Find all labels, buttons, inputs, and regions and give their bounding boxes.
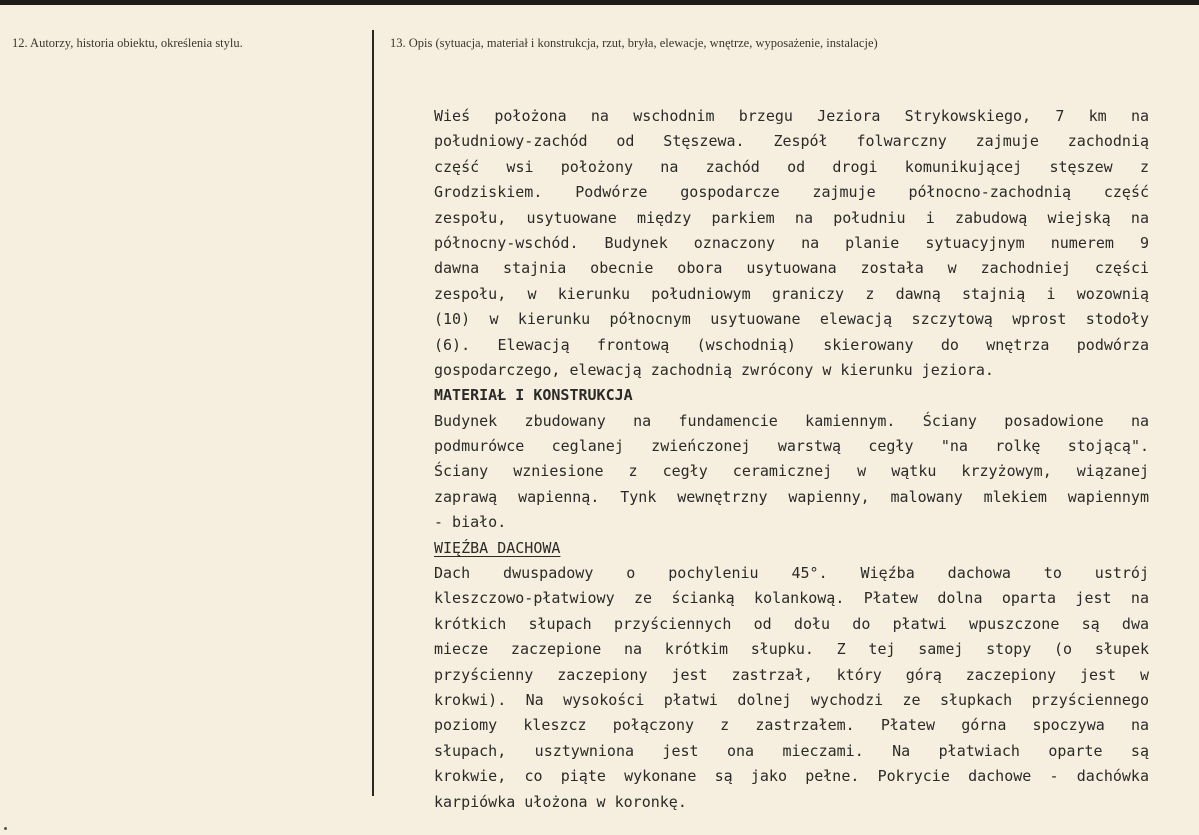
text-line: południowy-zachód od Stęszewa. Zespół folwarczny zajmuje zachodnią xyxy=(434,132,1149,151)
text-line: kleszczowo-płatwiowy ze ścianką kolankową. Płatew dolna oparta jest na xyxy=(434,589,1149,608)
text-line: karpiówka ułożona w koronkę. xyxy=(434,792,687,811)
text-line: poziomy kleszcz połączony z zastrzałem. Płatew górna spoczywa na xyxy=(434,716,1149,735)
text-line: (10) w kierunku północnym usytuowane elewacją szczytową wprost stodoły xyxy=(434,310,1149,329)
text-line: słupach, usztywniona jest ona mieczami. Na płatwiach oparte są xyxy=(434,741,1149,760)
paragraph-situation xyxy=(434,104,1149,383)
text-line: przyścienny zaczepiony jest zastrzał, który górą zaczepiony jest w xyxy=(434,665,1149,684)
right-column-header: 13. Opis (sytuacja, materiał i konstrukcja, rzut, bryła, elewacje, wnętrze, wyposażenie, instalacje) xyxy=(390,36,878,50)
paragraph-material xyxy=(434,409,1149,536)
text-line: Grodziskiem. Podwórze gospodarcze zajmuje północno-zachodnią część xyxy=(434,183,1149,202)
text-line: Dach dwuspadowy o pochyleniu 45°. Więźba dachowa to ustrój xyxy=(434,564,1149,583)
paragraph-roof xyxy=(434,561,1149,815)
left-column-header: 12. Autorzy, historia obiektu, określenia stylu. xyxy=(12,36,243,50)
text-line: - biało. xyxy=(434,513,507,532)
text-line: krokwie, co piąte wykonane są jako pełne. Pokrycie dachowe - dachówka xyxy=(434,767,1149,786)
text-line: część wsi położony na zachód od drogi komunikującej stęszew z xyxy=(434,157,1149,176)
heading-roof-text: WIĘŹBA DACHOWA xyxy=(434,538,561,557)
left-column xyxy=(0,5,370,835)
text-line: północny-wschód. Budynek oznaczony na planie sytuacyjnym numerem 9 xyxy=(434,233,1149,252)
text-line: Wieś położona na wschodnim brzegu Jeziora Strykowskiego, 7 km na xyxy=(434,107,1149,125)
margin-dot xyxy=(4,827,7,830)
text-line: zespołu, w kierunku południowym graniczy z dawną stajnią i wozownią xyxy=(434,284,1149,303)
heading-roof xyxy=(434,536,1149,561)
heading-material: MATERIAŁ I KONSTRUKCJA xyxy=(434,386,633,405)
text-line: Ściany wzniesione z cegły ceramicznej w wątku krzyżowym, wiązanej xyxy=(434,462,1149,481)
text-line: podmurówce ceglanej zwieńczonej warstwą cegły "na rolkę stojącą". xyxy=(434,437,1149,456)
text-line: miecze zaczepione na krótkim słupku. Z tej samej stopy (o słupek xyxy=(434,640,1149,659)
column-divider xyxy=(372,30,374,796)
text-line: (6). Elewacją frontową (wschodnią) skierowany do wnętrza podwórza xyxy=(434,335,1149,354)
text-line: zespołu, usytuowane między parkiem na południu i zabudową wiejską na xyxy=(434,208,1149,227)
text-line: zaprawą wapienną. Tynk wewnętrzny wapienny, malowany mlekiem wapiennym xyxy=(434,487,1149,506)
text-line: gospodarczego, elewacją zachodnią zwrócony w kierunku jeziora. xyxy=(434,360,994,379)
text-line: krótkich słupach przyściennych od dołu do płatwi wpuszczone są dwa xyxy=(434,614,1149,633)
description-body xyxy=(434,104,1149,815)
text-line: Budynek zbudowany na fundamencie kamiennym. Ściany posadowione na xyxy=(434,411,1149,430)
text-line: dawna stajnia obecnie obora usytuowana została w zachodniej części xyxy=(434,259,1149,278)
text-line: krokwi). Na wysokości płatwi dolnej wychodzi ze słupkach przyściennego xyxy=(434,690,1149,709)
